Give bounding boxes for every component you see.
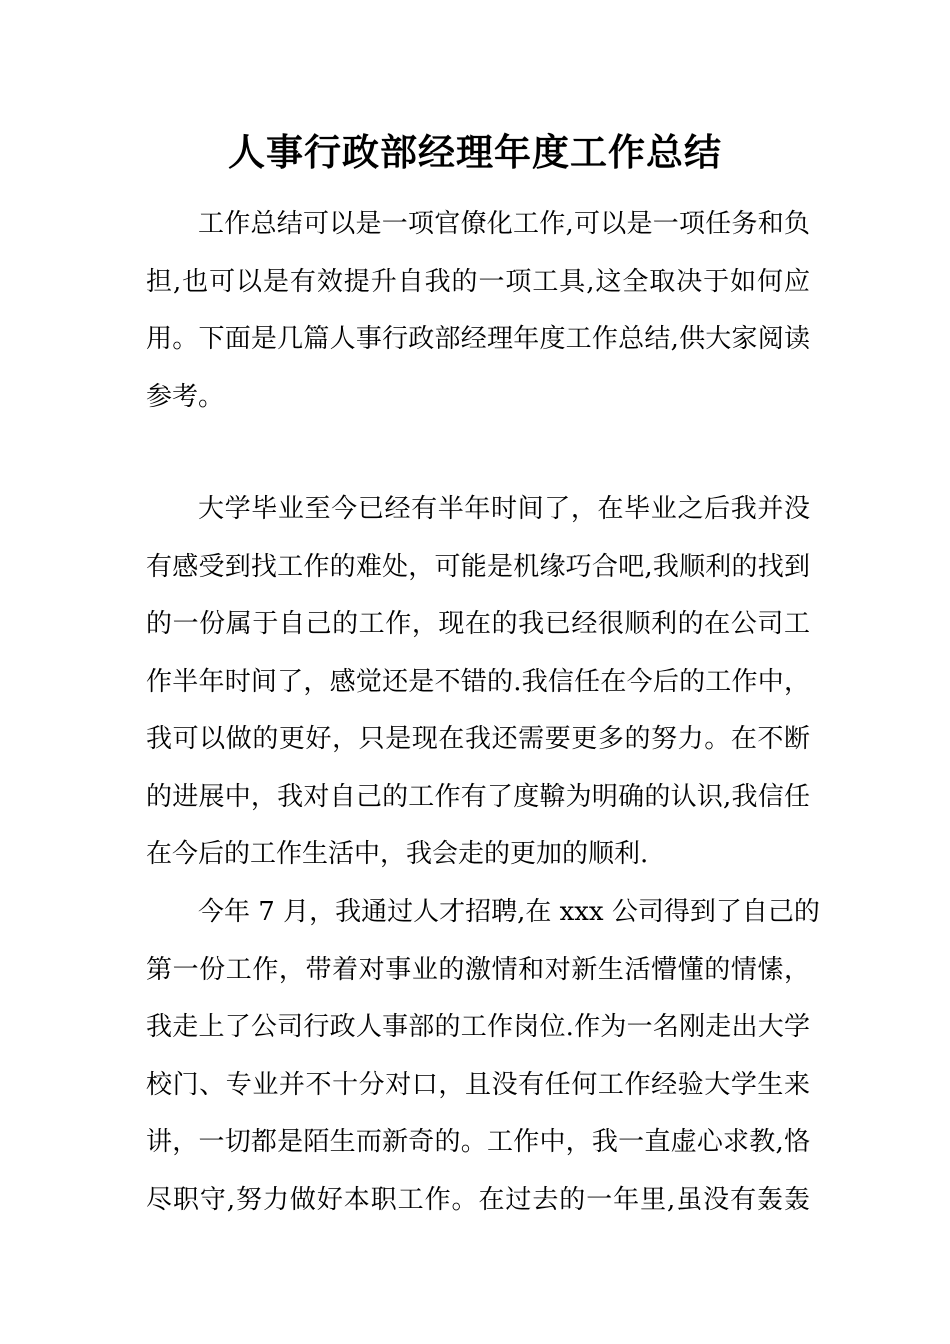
text-line: 校门、专业并不十分对口，且没有任何工作经验大学生来 [146,1069,810,1100]
text-line: 我走上了公司行政人事部的工作岗位.作为一名刚走出大学 [146,1012,810,1042]
text-line: 大学毕业至今已经有半年时间了，在毕业之后我并没 [198,494,810,524]
text-line: 的一份属于自己的工作，现在的我已经很顺利的在公司工 [146,609,810,639]
text-line: 有感受到找工作的难处，可能是机缘巧合吧,我顺利的找到 [146,551,810,582]
body-paragraph-1 [146,481,810,884]
text-line: 参考。 [146,381,225,412]
text-line: 今年 7 月，我通过人才招聘,在 xxx 公司得到了自己的 [198,897,820,927]
body-paragraph-2 [146,884,820,1229]
text-line: 的进展中，我对自己的工作有了度鞥为明确的认识,我信任 [146,781,810,812]
text-line: 我可以做的更好，只是现在我还需要更多的努力。在不断 [146,724,810,754]
text-line: 在今后的工作生活中，我会走的更加的顺利. [146,839,649,869]
text-line: 作半年时间了，感觉还是不错的.我信任在今后的工作中， [146,666,810,697]
intro-paragraph [146,196,810,426]
text-line: 担,也可以是有效提升自我的一项工具,这全取决于如何应 [146,266,810,297]
text-line: 讲，一切都是陌生而新奇的。工作中，我一直虚心求教,恪 [146,1127,810,1157]
document-title: 人事行政部经理年度工作总结 [228,130,722,174]
text-line: 用。下面是几篇人事行政部经理年度工作总结,供大家阅读 [146,324,810,354]
text-line: 工作总结可以是一项官僚化工作,可以是一项任务和负 [198,209,810,239]
text-line: 第一份工作，带着对事业的激情和对新生活懵懂的情愫， [146,954,810,985]
text-line: 尽职守,努力做好本职工作。在过去的一年里,虽没有轰轰 [146,1184,810,1215]
